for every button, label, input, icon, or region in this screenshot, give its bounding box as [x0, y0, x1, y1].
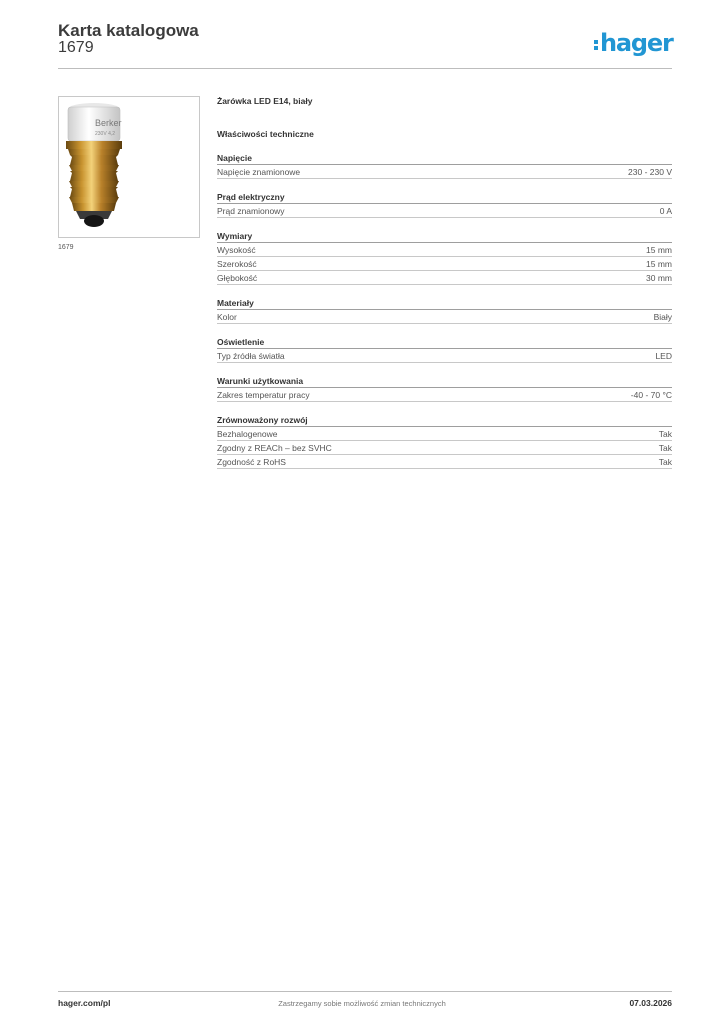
spec-label: Zgodny z REACh – bez SVHC	[217, 442, 332, 453]
spec-label: Prąd znamionowy	[217, 205, 285, 216]
footer-link[interactable]: hager.com/pl	[58, 998, 111, 1008]
spec-group-lighting	[217, 336, 672, 363]
group-title: Warunki użytkowania	[217, 376, 304, 386]
article-number: 1679	[58, 39, 94, 56]
spec-label: Typ źródła światła	[217, 350, 285, 361]
spec-group-current	[217, 191, 672, 218]
footer-divider	[58, 991, 672, 992]
spec-row	[217, 257, 672, 271]
spec-value: 30 mm	[646, 272, 672, 283]
group-title: Zrównoważony rozwój	[217, 415, 308, 425]
spec-value: 15 mm	[646, 258, 672, 269]
footer-disclaimer: Zastrzegamy sobie możliwość zmian technicznych	[278, 999, 446, 1008]
label-spec-text	[95, 131, 115, 137]
spec-value: 0 A	[659, 205, 672, 216]
spec-label: Zgodność z RoHS	[217, 456, 286, 467]
spec-row	[217, 388, 672, 402]
group-title: Wymiary	[217, 231, 253, 241]
spec-content	[217, 94, 672, 469]
spec-value: Biały	[653, 311, 672, 322]
spec-value: Tak	[658, 428, 672, 439]
spec-row	[217, 165, 672, 179]
svg-text:Berker: Berker	[95, 118, 122, 128]
group-title: Materiały	[217, 298, 254, 308]
spec-group-dimensions	[217, 230, 672, 285]
spec-row	[217, 441, 672, 455]
footer-date: 07.03.2026	[629, 998, 672, 1008]
group-title: Oświetlenie	[217, 337, 265, 347]
spec-row	[217, 455, 672, 469]
spec-label: Zakres temperatur pracy	[217, 389, 310, 400]
spec-label: Głębokość	[217, 272, 258, 283]
spec-group-voltage	[217, 152, 672, 179]
spec-row	[217, 271, 672, 285]
bulb-illustration	[59, 97, 199, 237]
spec-row	[217, 310, 672, 324]
spec-row	[217, 204, 672, 218]
spec-label: Napięcie znamionowe	[217, 166, 301, 177]
page-title: Karta katalogowa	[58, 21, 199, 40]
logo-colon-icon	[594, 40, 598, 50]
spec-label: Wysokość	[217, 244, 256, 255]
product-image	[58, 96, 200, 238]
spec-value: 15 mm	[646, 244, 672, 255]
hager-logo[interactable]	[594, 28, 673, 58]
spec-row	[217, 349, 672, 363]
spec-label: Szerokość	[217, 258, 257, 269]
header-divider	[58, 68, 672, 69]
logo-text: hager	[600, 29, 673, 57]
svg-text:230V 4,2: 230V 4,2	[95, 131, 116, 137]
section-title: Właściwości techniczne	[217, 129, 314, 139]
spec-value: -40 - 70 °C	[630, 389, 672, 400]
spec-value: 230 - 230 V	[628, 166, 672, 177]
image-caption: 1679	[58, 244, 74, 251]
spec-row	[217, 427, 672, 441]
spec-value: Tak	[658, 456, 672, 467]
spec-label: Kolor	[217, 311, 237, 322]
spec-group-conditions	[217, 375, 672, 402]
spec-value: LED	[655, 350, 672, 361]
spec-group-sustainability	[217, 414, 672, 469]
product-name: Żarówka LED E14, biały	[217, 96, 313, 106]
spec-group-materials	[217, 297, 672, 324]
spec-value: Tak	[658, 442, 672, 453]
label-brand-text	[95, 118, 122, 128]
spec-label: Bezhalogenowe	[217, 428, 278, 439]
group-title: Napięcie	[217, 153, 252, 163]
group-title: Prąd elektryczny	[217, 192, 285, 202]
spec-row	[217, 243, 672, 257]
